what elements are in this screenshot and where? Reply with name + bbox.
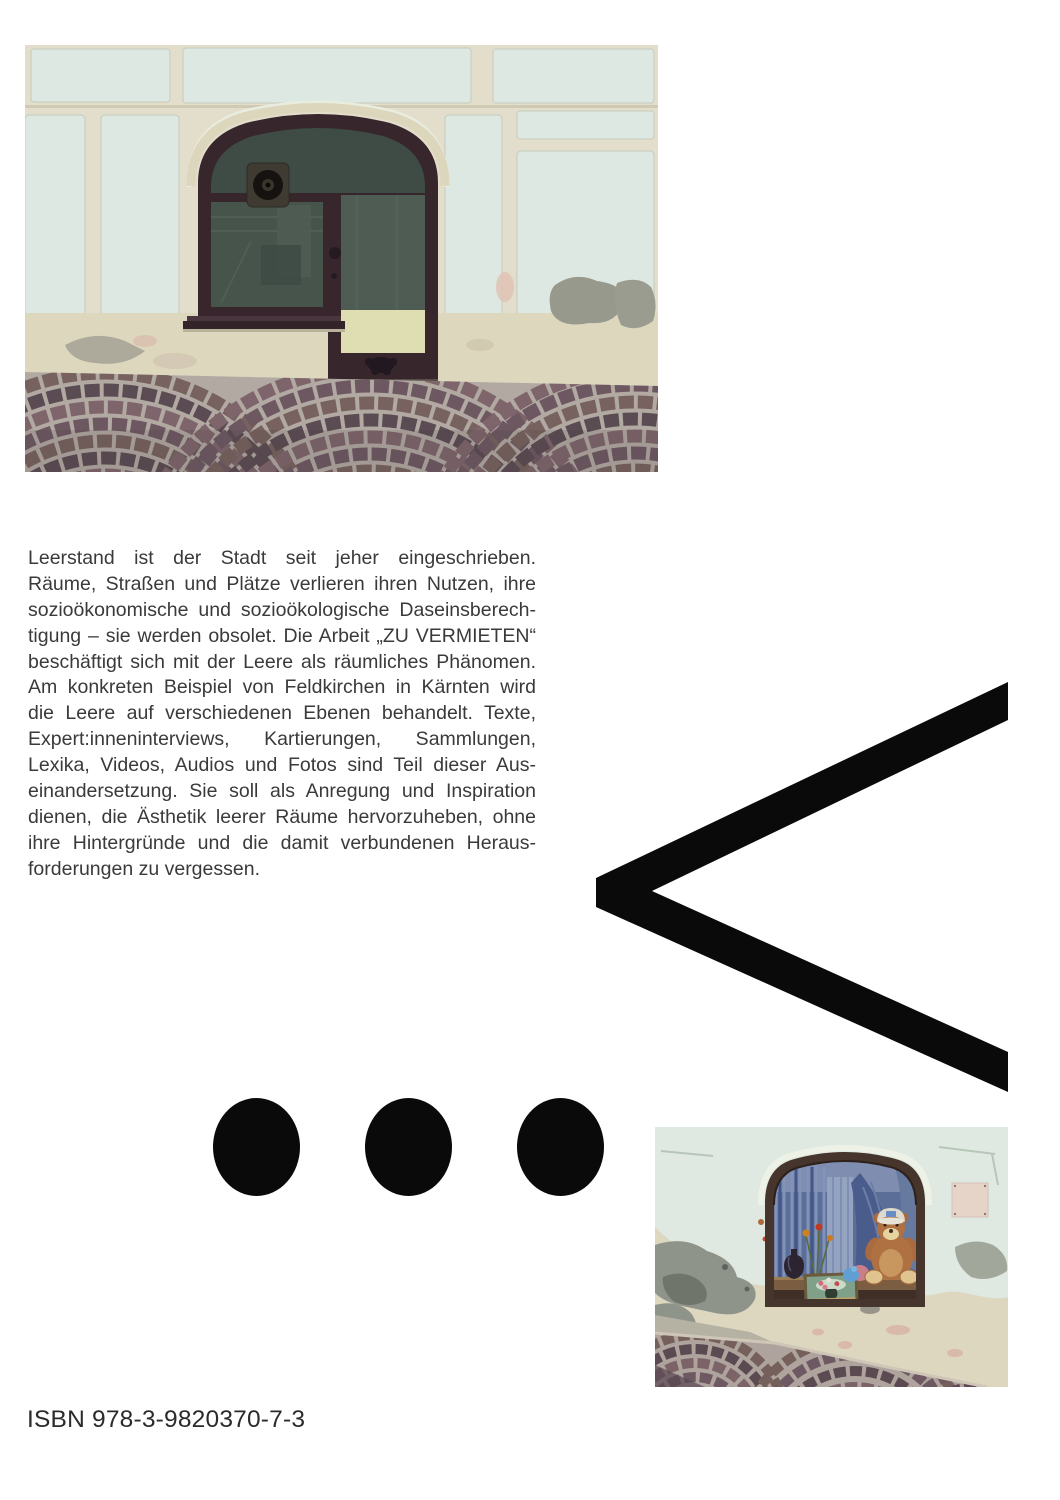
window-display [774,1154,922,1306]
ellipsis-dot-2 [365,1098,452,1196]
door-handle [329,247,341,259]
storefront-photo [25,45,658,472]
paragraph-line: tigung – sie werden obsolet. Die Arbeit „ZU VERMIETEN“ [28,624,536,647]
description-paragraph [28,546,536,883]
wall-plaque [952,1183,988,1217]
door-keyhole [331,273,337,279]
paragraph-line: forderungen zu vergessen. [28,857,260,880]
paragraph-line: dienen, die Ästhetik leerer Räume hervorzuheben, ohne [28,805,536,828]
paragraph-line: sozioökonomische und sozioökologische Daseinsberech- [28,598,536,621]
ellipsis-dot-3 [517,1098,604,1196]
paragraph-line: die Leere auf verschiedenen Ebenen behandelt. Texte, [28,702,536,725]
paragraph-line: Räume, Straßen und Plätze verlieren ihren Nutzen, ihre [28,572,536,595]
speaker [247,163,289,207]
shop-window-photo [655,1127,1008,1387]
paragraph-line: einandersetzung. Sie soll als Anregung und Inspiration [28,780,536,803]
paragraph-line: beschäftigt sich mit der Leere als räumliches Phänomen. [28,650,536,673]
window-sill [183,316,345,332]
less-than-glyph [596,682,1008,1092]
shop-window-glass [211,202,323,307]
ellipsis-dot-1 [213,1098,300,1196]
paragraph-line: ihre Hintergründe und die damit verbundenen Heraus- [28,831,536,854]
paragraph-line: Lexika, Videos, Audios und Fotos sind Teil dieser Aus- [28,754,536,777]
paragraph-line: Leerstand ist der Stadt seit jeher eingeschrieben. [28,547,536,569]
isbn-text: ISBN 978-3-9820370-7-3 [27,1406,306,1433]
paragraph-line: Expert:inneninterviews, Kartierungen, Sammlungen, [28,728,536,751]
paragraph-line: Am konkreten Beispiel von Feldkirchen in Kärnten wird [28,676,536,699]
